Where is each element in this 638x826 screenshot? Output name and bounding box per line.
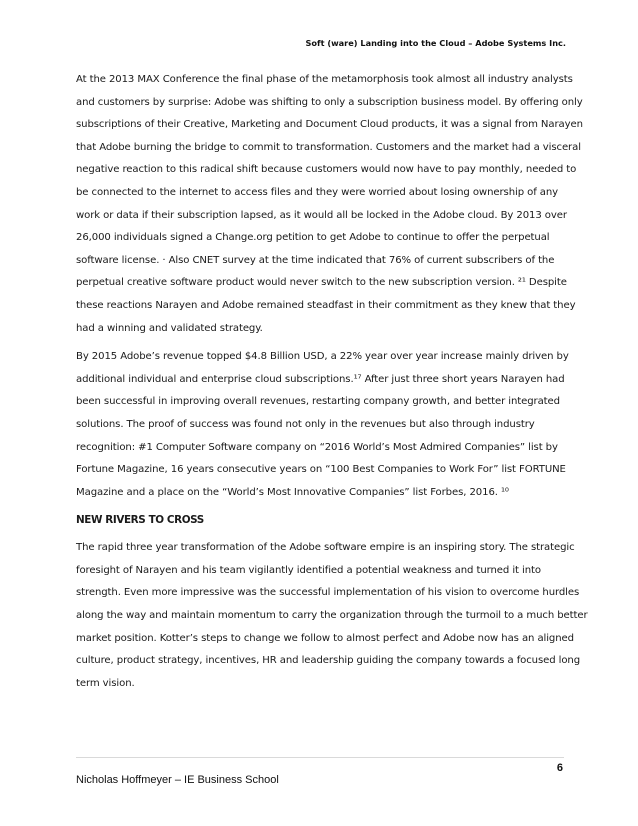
running-header: Soft (ware) Landing into the Cloud – Adobe Systems Inc. xyxy=(305,38,566,48)
text-line: that Adobe burning the bridge to commit to transformation. Customers and the market had a visceral xyxy=(76,141,581,153)
text-line: 26,000 individuals signed a Change.org petition to get Adobe to continue to offer the perpetual xyxy=(76,232,550,244)
text-line: additional individual and enterprise cloud subscriptions.¹⁷ After just three short years Narayen had xyxy=(76,373,565,385)
text-line: By 2015 Adobe’s revenue topped $4.8 Billion USD, a 22% year over year increase mainly driven by xyxy=(76,351,569,363)
text-line: be connected to the internet to access files and they were worried about losing ownership of any xyxy=(76,186,559,198)
paragraph-revenue-growth xyxy=(76,346,569,504)
text-line: been successful in improving overall revenues, restarting company growth, and better integrated xyxy=(76,396,560,408)
text-line: along the way and maintain momentum to carry the organization through the turmoil to a much better xyxy=(76,610,588,622)
text-line: Fortune Magazine, 16 years consecutive years on “100 Best Companies to Work For” list FORTUNE xyxy=(76,464,566,476)
section-heading: NEW RIVERS TO CROSS xyxy=(76,514,204,527)
text-line: and customers by surprise: Adobe was shifting to only a subscription business model. By offering only xyxy=(76,96,583,108)
body-text xyxy=(76,69,588,701)
text-line: strength. Even more impressive was the successful implementation of his vision to overcome hurdles xyxy=(76,587,580,599)
text-line: foresight of Narayen and his team vigilantly identified a potential weakness and turned it into xyxy=(76,564,541,576)
text-line: The rapid three year transformation of the Adobe software empire is an inspiring story. The strategic xyxy=(76,542,575,554)
text-line: work or data if their subscription lapsed, as it would all be locked in the Adobe cloud. By 2013 over xyxy=(76,209,567,221)
text-line: solutions. The proof of success was found not only in the revenues but also through industry xyxy=(76,418,535,430)
paragraph-new-rivers xyxy=(76,537,588,695)
text-line: subscriptions of their Creative, Marketing and Document Cloud products, it was a signal from Narayen xyxy=(76,119,583,131)
text-line: Magazine and a place on the “World’s Most Innovative Companies” list Forbes, 2016. ¹⁰ xyxy=(76,486,509,498)
text-line: these reactions Narayen and Adobe remained steadfast in their commitment as they knew that they xyxy=(76,299,576,311)
page-number: 6 xyxy=(556,762,563,774)
paragraph-subscription-shift xyxy=(76,69,583,340)
text-line: recognition: #1 Computer Software company on “2016 World’s Most Admired Companies” list by xyxy=(76,441,558,453)
text-line: culture, product strategy, incentives, HR and leadership guiding the company towards a focused long xyxy=(76,655,581,667)
text-line: market position. Kotter’s steps to change we follow to almost perfect and Adobe now has an aligned xyxy=(76,632,574,644)
footer-divider xyxy=(76,757,564,758)
footer-author: Nicholas Hoffmeyer – IE Business School xyxy=(76,774,279,786)
text-line: negative reaction to this radical shift because customers would now have to pay monthly, needed to xyxy=(76,164,577,176)
text-line: had a winning and validated strategy. xyxy=(76,322,263,334)
text-line: software license. · Also CNET survey at the time indicated that 76% of current subscribers of the xyxy=(76,254,555,266)
text-line: perpetual creative software product would never switch to the new subscription version. ²¹ Despite xyxy=(76,277,567,289)
text-line: At the 2013 MAX Conference the final phase of the metamorphosis took almost all industry analysts xyxy=(76,74,573,85)
text-line: term vision. xyxy=(76,677,135,689)
